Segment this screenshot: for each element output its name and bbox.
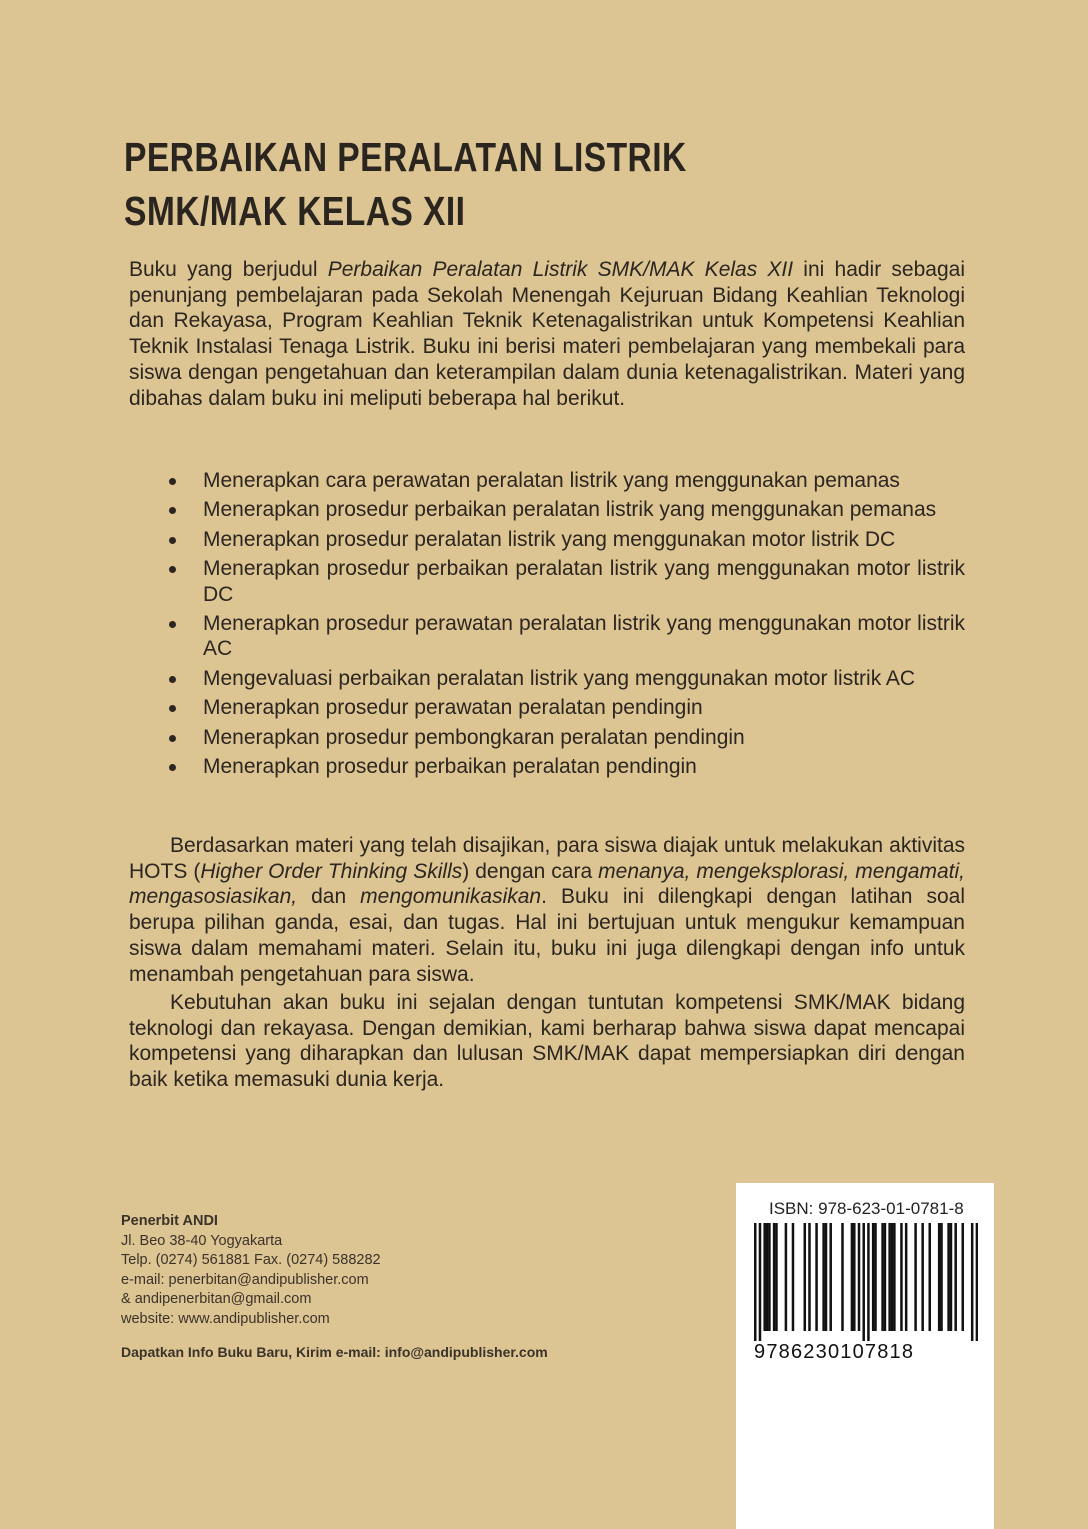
barcode-bar xyxy=(858,1223,861,1331)
barcode-bar xyxy=(976,1223,978,1341)
publisher-email: e-mail: penerbitan@andipublisher.com xyxy=(121,1271,369,1288)
list-item xyxy=(165,611,965,662)
barcode-bar xyxy=(775,1223,778,1331)
barcode-bar xyxy=(961,1223,964,1331)
list-item-text: Mengevaluasi perbaikan peralatan listrik yang menggunakan motor listrik AC xyxy=(203,666,916,690)
list-item-text: Menerapkan prosedur perbaikan peralatan listrik yang menggunakan motor listrik DC xyxy=(203,557,965,606)
list-item xyxy=(165,666,965,691)
barcode-bar xyxy=(905,1223,908,1331)
list-item-text: Menerapkan cara perawatan peralatan listrik yang menggunakan pemanas xyxy=(203,469,900,492)
barcode-bar xyxy=(971,1223,974,1341)
barcode-bar xyxy=(804,1223,807,1331)
publisher-phone: Telp. (0274) 561881 Fax. (0274) 588282 xyxy=(121,1252,381,1269)
barcode-bar xyxy=(768,1223,771,1331)
bullet-icon xyxy=(169,621,176,628)
list-item-text: Menerapkan prosedur perawatan peralatan listrik yang menggunakan motor listrik AC xyxy=(203,612,965,661)
hots-text-a: Berdasarkan materi yang telah disajikan, para siswa diajak untuk melakukan aktivitas HOTS ( xyxy=(129,834,965,883)
publisher-website: website: www.andipublisher.com xyxy=(121,1310,330,1327)
barcode-bar xyxy=(921,1223,924,1331)
barcode-bar xyxy=(947,1223,950,1331)
hots-text-d: . Buku ini dilengkapi dengan latihan soal berupa pilihan ganda, esai, dan tugas. Hal ini bertujuan untuk mengukur kemampuan siswa dalam memahami materi. Selain itu, buku ini juga dilengkapi dengan info untuk menambah pengetahuan para siswa. xyxy=(129,885,965,986)
barcode-image xyxy=(754,1223,978,1341)
bullet-icon xyxy=(169,507,176,514)
publisher-email-2: & andipenerbitan@gmail.com xyxy=(121,1291,312,1308)
barcode-bar xyxy=(785,1223,788,1331)
barcode-bar xyxy=(759,1223,762,1341)
barcode-bar xyxy=(900,1223,903,1331)
book-title-line-2: SMK/MAK KELAS XII xyxy=(124,188,466,234)
barcode-bar xyxy=(829,1223,832,1331)
intro-prefix: Buku yang berjudul xyxy=(129,258,328,281)
barcode-bar xyxy=(867,1223,870,1341)
barcode-bar xyxy=(928,1223,931,1331)
barcode-bar xyxy=(893,1223,896,1331)
publisher-address: Jl. Beo 38-40 Yogyakarta xyxy=(121,1232,283,1249)
list-item-text: Menerapkan prosedur perbaikan peralatan pendingin xyxy=(203,755,697,779)
intro-suffix: ini hadir sebagai penunjang pembelajaran pada Sekolah Menengah Kejuruan Bidang Keahlian Teknologi dan Rekayasa, Program Keahlian Teknik Ketenagalistrikan untuk Kompetensi Keahlian Teknik Instalasi Tenaga Listrik. Buku ini berisi materi pembelajaran yang membekali para siswa dengan pengetahuan dan keterampilan dalam dunia ketenagalistrikan. Materi yang dibahas dalam buku ini meliputi beberapa hal berikut. xyxy=(129,258,965,410)
barcode-bar xyxy=(773,1223,776,1331)
barcode-bar xyxy=(950,1223,953,1331)
barcode-bar xyxy=(888,1223,891,1331)
publisher-info xyxy=(121,1212,381,1330)
barcode-bar xyxy=(815,1223,818,1331)
bullet-icon xyxy=(169,705,176,712)
list-item xyxy=(165,754,965,779)
barcode-bar xyxy=(940,1223,943,1331)
isbn-box xyxy=(736,1183,994,1529)
list-item xyxy=(165,695,965,720)
book-title-line-1: PERBAIKAN PERALATAN LISTRIK xyxy=(124,134,687,180)
bullet-icon xyxy=(169,566,176,573)
list-item-text: Menerapkan prosedur perawatan peralatan pendingin xyxy=(203,696,703,720)
list-item xyxy=(165,468,965,493)
closing-paragraph: Kebutuhan akan buku ini sejalan dengan tuntutan kompetensi SMK/MAK bidang teknologi dan rekayasa. Dengan demikian, kami berharap bahwa siswa dapat mencapai kompetensi yang diharapkan dan lulusan SMK/MAK dapat mempersiapkan diri dengan baik ketika memasuki dunia kerja. xyxy=(129,991,965,1092)
intro-book-title: Perbaikan Peralatan Listrik SMK/MAK Kelas XII xyxy=(327,258,794,281)
book-title xyxy=(124,130,687,238)
list-item xyxy=(165,556,965,607)
barcode-bar xyxy=(862,1223,865,1341)
list-item-text: Menerapkan prosedur pembongkaran peralatan pendingin xyxy=(203,725,745,749)
isbn-label: ISBN: 978-623-01-0781-8 xyxy=(769,1199,964,1218)
bullet-icon xyxy=(169,478,176,485)
bullet-icon xyxy=(169,676,176,683)
list-item xyxy=(165,497,965,522)
barcode-bar xyxy=(851,1223,854,1331)
list-item xyxy=(165,725,965,750)
hots-term: Higher Order Thinking Skills xyxy=(200,859,463,883)
topic-list xyxy=(165,468,965,783)
barcode-bar xyxy=(841,1223,844,1331)
promo-line: Dapatkan Info Buku Baru, Kirim e-mail: info@andipublisher.com xyxy=(121,1344,548,1360)
barcode-bar xyxy=(766,1223,769,1331)
barcode-bar xyxy=(914,1223,917,1331)
intro-paragraph xyxy=(129,257,965,411)
bullet-icon xyxy=(169,537,176,544)
barcode-bar xyxy=(881,1223,884,1331)
hots-text-c: dan xyxy=(297,885,361,909)
list-item-text: Menerapkan prosedur peralatan listrik yang menggunakan motor listrik DC xyxy=(203,527,896,551)
barcode-bar xyxy=(853,1223,856,1331)
bullet-icon xyxy=(169,735,176,742)
barcode-bar xyxy=(874,1223,877,1331)
publisher-name: Penerbit ANDI xyxy=(121,1213,218,1229)
hots-paragraph xyxy=(129,833,965,987)
barcode-bar xyxy=(954,1223,957,1331)
barcode-bar xyxy=(763,1223,766,1331)
barcode-digits: 9786230107818 xyxy=(754,1341,915,1363)
barcode-bar xyxy=(872,1223,875,1331)
hots-text-b: ) dengan cara xyxy=(462,859,599,883)
barcode-bar xyxy=(938,1223,941,1331)
hots-verbs: menanya, mengeksplorasi, mengamati, mengasosiasikan, xyxy=(129,859,965,909)
barcode-bar xyxy=(754,1223,757,1341)
bullet-icon xyxy=(169,764,176,771)
barcode-bar xyxy=(822,1223,825,1331)
list-item-text: Menerapkan prosedur perbaikan peralatan listrik yang menggunakan pemanas xyxy=(203,498,937,522)
hots-last-verb: mengomunikasikan xyxy=(360,885,542,909)
barcode-bar xyxy=(891,1223,894,1331)
list-item xyxy=(165,527,965,552)
barcode-bar xyxy=(884,1223,887,1331)
barcode-bar xyxy=(792,1223,795,1331)
barcode-bar xyxy=(825,1223,828,1331)
barcode-bar xyxy=(808,1223,811,1331)
